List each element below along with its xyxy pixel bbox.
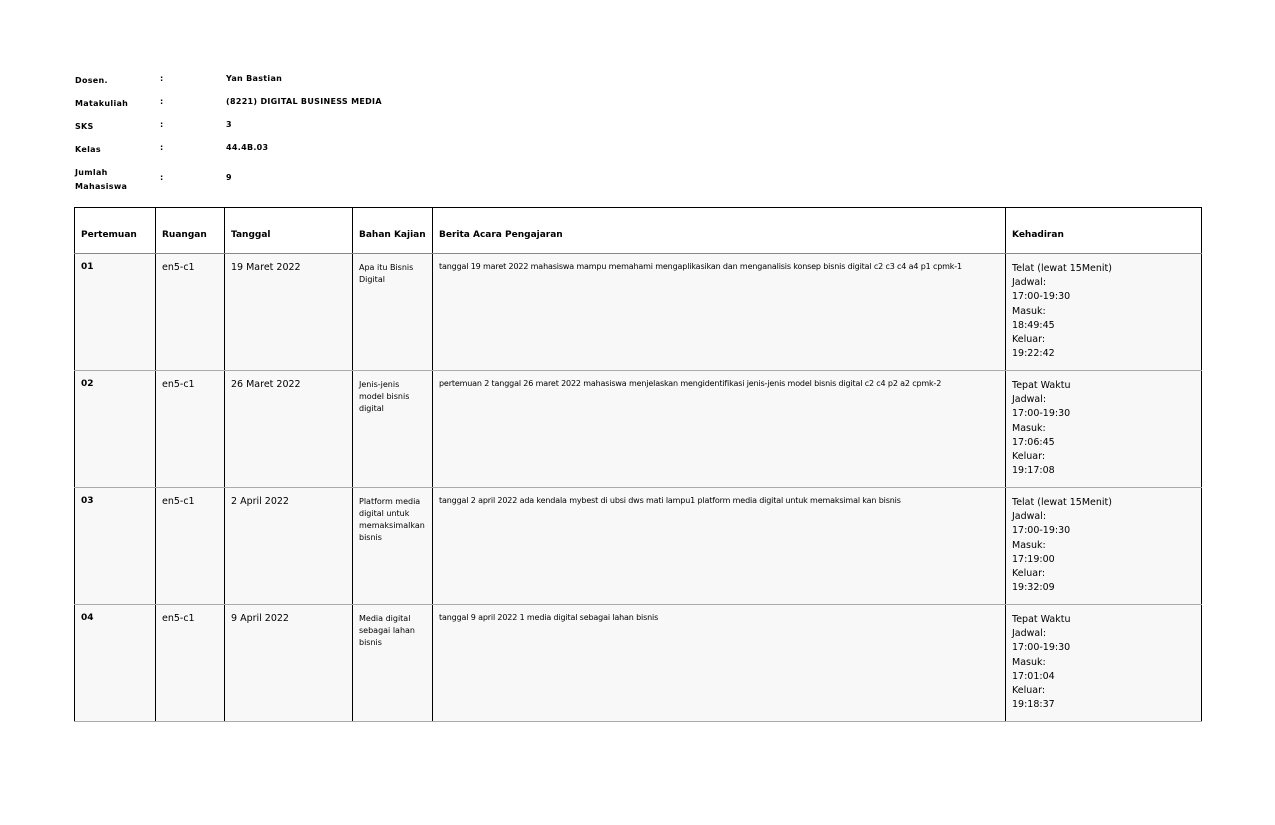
column-header-berita-acara: Berita Acara Pengajaran xyxy=(433,208,1006,254)
info-colon: : xyxy=(160,97,164,106)
column-header-tanggal: Tanggal xyxy=(225,208,353,254)
column-header-kehadiran: Kehadiran xyxy=(1006,208,1202,254)
info-value-jumlah: 9 xyxy=(226,173,232,182)
cell-ruangan: en5-c1 xyxy=(156,605,225,722)
attendance-status: Telat (lewat 15Menit) xyxy=(1012,497,1112,508)
attendance-status: Tepat Waktu xyxy=(1012,614,1071,625)
cell-pertemuan: 03 xyxy=(75,488,156,605)
cell-bahan-kajian: Jenis-jenis model bisnis digital xyxy=(353,371,433,488)
info-value-matakuliah: (8221) DIGITAL BUSINESS MEDIA xyxy=(226,97,382,106)
masuk-value: 17:01:04 xyxy=(1012,670,1055,682)
info-value-kelas: 44.4B.03 xyxy=(226,143,269,152)
info-label: SKS xyxy=(75,122,94,131)
cell-ruangan: en5-c1 xyxy=(156,254,225,371)
masuk-value: 17:19:00 xyxy=(1012,553,1055,565)
cell-pertemuan: 04 xyxy=(75,605,156,722)
attendance-status: Telat (lewat 15Menit) xyxy=(1012,263,1112,274)
info-label: Matakuliah xyxy=(75,99,129,108)
cell-bahan-kajian: Media digital sebagai lahan bisnis xyxy=(353,605,433,722)
jadwal-label: Jadwal: xyxy=(1012,511,1047,523)
jadwal-value: 17:00-19:30 xyxy=(1012,525,1071,537)
cell-tanggal: 26 Maret 2022 xyxy=(225,371,353,488)
cell-kehadiran xyxy=(1006,605,1202,722)
column-header-bahan-kajian: Bahan Kajian xyxy=(353,208,433,254)
info-value-dosen: Yan Bastian xyxy=(226,74,283,83)
table-header-row xyxy=(75,208,1202,254)
info-colon: : xyxy=(160,120,164,129)
attendance-status: Tepat Waktu xyxy=(1012,380,1071,391)
jadwal-label: Jadwal: xyxy=(1012,394,1047,406)
info-colon: : xyxy=(160,74,164,83)
cell-bahan-kajian: Platform media digital untuk memaksimalkan bisnis xyxy=(353,488,433,605)
masuk-label: Masuk: xyxy=(1012,422,1046,434)
cell-pertemuan: 01 xyxy=(75,254,156,371)
keluar-value: 19:18:37 xyxy=(1012,699,1055,711)
attendance-table xyxy=(74,207,1202,722)
cell-tanggal: 2 April 2022 xyxy=(225,488,353,605)
masuk-value: 17:06:45 xyxy=(1012,436,1055,448)
cell-pertemuan: 02 xyxy=(75,371,156,488)
info-label: Kelas xyxy=(75,145,101,154)
cell-kehadiran xyxy=(1006,488,1202,605)
jadwal-value: 17:00-19:30 xyxy=(1012,642,1071,654)
info-label: Dosen. xyxy=(75,76,108,85)
keluar-label: Keluar: xyxy=(1012,451,1046,463)
column-header-pertemuan: Pertemuan xyxy=(75,208,156,254)
keluar-value: 19:22:42 xyxy=(1012,348,1055,360)
masuk-label: Masuk: xyxy=(1012,539,1046,551)
masuk-label: Masuk: xyxy=(1012,656,1046,668)
keluar-label: Keluar: xyxy=(1012,685,1046,697)
jadwal-label: Jadwal: xyxy=(1012,277,1047,289)
column-header-ruangan: Ruangan xyxy=(156,208,225,254)
cell-berita-acara: tanggal 9 april 2022 1 media digital sebagai lahan bisnis xyxy=(433,605,1006,722)
masuk-value: 18:49:45 xyxy=(1012,319,1055,331)
table-row xyxy=(75,488,1202,605)
cell-tanggal: 9 April 2022 xyxy=(225,605,353,722)
info-label: Jumlah Mahasiswa xyxy=(75,168,128,191)
info-value-sks: 3 xyxy=(226,120,232,129)
jadwal-value: 17:00-19:30 xyxy=(1012,291,1071,303)
cell-tanggal: 19 Maret 2022 xyxy=(225,254,353,371)
cell-kehadiran xyxy=(1006,254,1202,371)
masuk-label: Masuk: xyxy=(1012,305,1046,317)
cell-bahan-kajian: Apa itu Bisnis Digital xyxy=(353,254,433,371)
keluar-value: 19:17:08 xyxy=(1012,465,1055,477)
jadwal-value: 17:00-19:30 xyxy=(1012,408,1071,420)
cell-berita-acara: tanggal 19 maret 2022 mahasiswa mampu memahami mengaplikasikan dan menganalisis konsep bisnis digital c2 c3 c4 a4 p1 cpmk-1 xyxy=(433,254,1006,371)
info-colon: : xyxy=(160,143,164,152)
table-row xyxy=(75,254,1202,371)
cell-berita-acara: pertemuan 2 tanggal 26 maret 2022 mahasiswa menjelaskan mengidentifikasi jenis-jenis model bisnis digital c2 c4 p2 a2 cpmk-2 xyxy=(433,371,1006,488)
keluar-label: Keluar: xyxy=(1012,334,1046,346)
keluar-label: Keluar: xyxy=(1012,568,1046,580)
keluar-value: 19:32:09 xyxy=(1012,582,1055,594)
cell-berita-acara: tanggal 2 april 2022 ada kendala mybest di ubsi dws mati lampu1 platform media digital untuk memaksimal kan bisnis xyxy=(433,488,1006,605)
cell-ruangan: en5-c1 xyxy=(156,371,225,488)
cell-ruangan: en5-c1 xyxy=(156,488,225,605)
cell-kehadiran xyxy=(1006,371,1202,488)
table-row xyxy=(75,605,1202,722)
table-row xyxy=(75,371,1202,488)
info-colon: : xyxy=(160,173,164,182)
jadwal-label: Jadwal: xyxy=(1012,628,1047,640)
